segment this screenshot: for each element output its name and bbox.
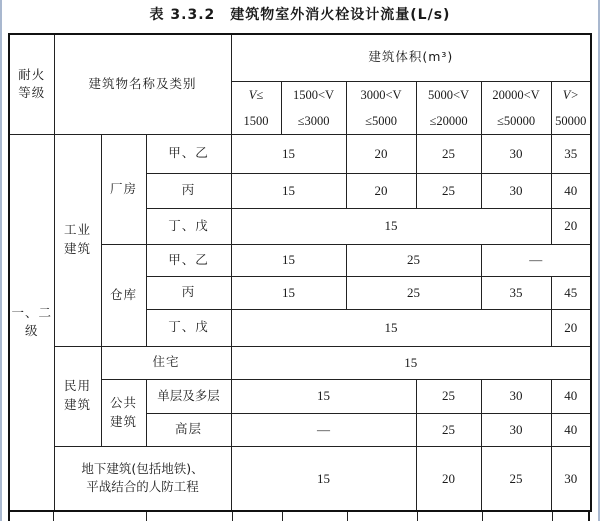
value-cell: — xyxy=(481,244,591,276)
hydrant-flow-table xyxy=(8,33,592,512)
value-cell: 25 xyxy=(346,276,481,309)
value-cell: 15 xyxy=(231,379,416,413)
header-volume-group: 建筑体积(m³) xyxy=(231,34,591,81)
value-cell: 15 xyxy=(231,346,591,379)
value-cell: 25 xyxy=(416,379,481,413)
category-cell: 甲、乙 xyxy=(146,134,231,173)
value-cell: 45 xyxy=(551,276,591,309)
residential-cell: 住宅 xyxy=(101,346,231,379)
category-cell: 丙 xyxy=(146,276,231,309)
value-cell: 20 xyxy=(416,446,481,511)
header-fire-rating-line1: 耐火 xyxy=(18,66,46,82)
header-fire-rating-line2: 等级 xyxy=(18,85,46,101)
category-cell: 丙 xyxy=(146,173,231,208)
value-cell: 40 xyxy=(551,413,591,446)
header-volume-col-3: 3000<V ≤5000 xyxy=(346,81,416,134)
value-cell: 15 xyxy=(231,446,416,511)
header-volume-col-4: 5000<V ≤20000 xyxy=(416,81,481,134)
value-cell: 30 xyxy=(481,413,551,446)
value-cell: 40 xyxy=(551,379,591,413)
category-cell: 丁、戊 xyxy=(146,208,231,244)
header-volume-col-6: V> 50000 xyxy=(551,81,591,134)
value-cell: 20 xyxy=(346,134,416,173)
value-cell: 25 xyxy=(481,446,551,511)
warehouse-cell: 仓库 xyxy=(101,244,146,346)
value-cell: 25 xyxy=(416,134,481,173)
factory-cell: 厂房 xyxy=(101,134,146,244)
value-cell: 25 xyxy=(416,173,481,208)
header-volume-col-5: 20000<V ≤50000 xyxy=(481,81,551,134)
value-cell: 20 xyxy=(551,309,591,346)
header-volume-col-2: 1500<V ≤3000 xyxy=(281,81,346,134)
value-cell: 30 xyxy=(551,446,591,511)
header-building-name: 建筑物名称及类别 xyxy=(54,34,231,134)
value-cell: 30 xyxy=(481,379,551,413)
industrial-building-cell: 工业 建筑 xyxy=(54,134,101,346)
value-cell: 40 xyxy=(551,173,591,208)
value-cell: 15 xyxy=(231,173,346,208)
value-cell: 35 xyxy=(551,134,591,173)
category-cell: 丁、戊 xyxy=(146,309,231,346)
window-edge-left xyxy=(0,0,2,521)
rating-cell: 一、二级 xyxy=(9,134,54,511)
public-building-cell: 公共 建筑 xyxy=(101,379,146,446)
category-cell: 高层 xyxy=(146,413,231,446)
table-row xyxy=(9,346,591,379)
value-cell: 25 xyxy=(346,244,481,276)
table-continuation xyxy=(8,512,590,521)
value-cell: 30 xyxy=(481,134,551,173)
value-cell: 25 xyxy=(416,413,481,446)
table-title: 表 3.3.2 建筑物室外消火栓设计流量(L/s) xyxy=(149,7,451,23)
value-cell: 20 xyxy=(346,173,416,208)
value-cell: 15 xyxy=(231,134,346,173)
category-cell: 甲、乙 xyxy=(146,244,231,276)
value-cell: 30 xyxy=(481,173,551,208)
value-cell: 15 xyxy=(231,276,346,309)
value-cell: 15 xyxy=(231,309,551,346)
table-row xyxy=(9,134,591,173)
table-row xyxy=(9,446,591,511)
underground-cell: 地下建筑(包括地铁)、 平战结合的人防工程 xyxy=(54,446,231,511)
value-cell: 20 xyxy=(551,208,591,244)
header-volume-col-1: V≤ 1500 xyxy=(231,81,281,134)
value-cell: 35 xyxy=(481,276,551,309)
value-cell: 15 xyxy=(231,244,346,276)
header-fire-rating xyxy=(9,34,54,134)
category-cell: 单层及多层 xyxy=(146,379,231,413)
civil-building-cell: 民用 建筑 xyxy=(54,346,101,446)
value-cell: — xyxy=(231,413,416,446)
value-cell: 15 xyxy=(231,208,551,244)
